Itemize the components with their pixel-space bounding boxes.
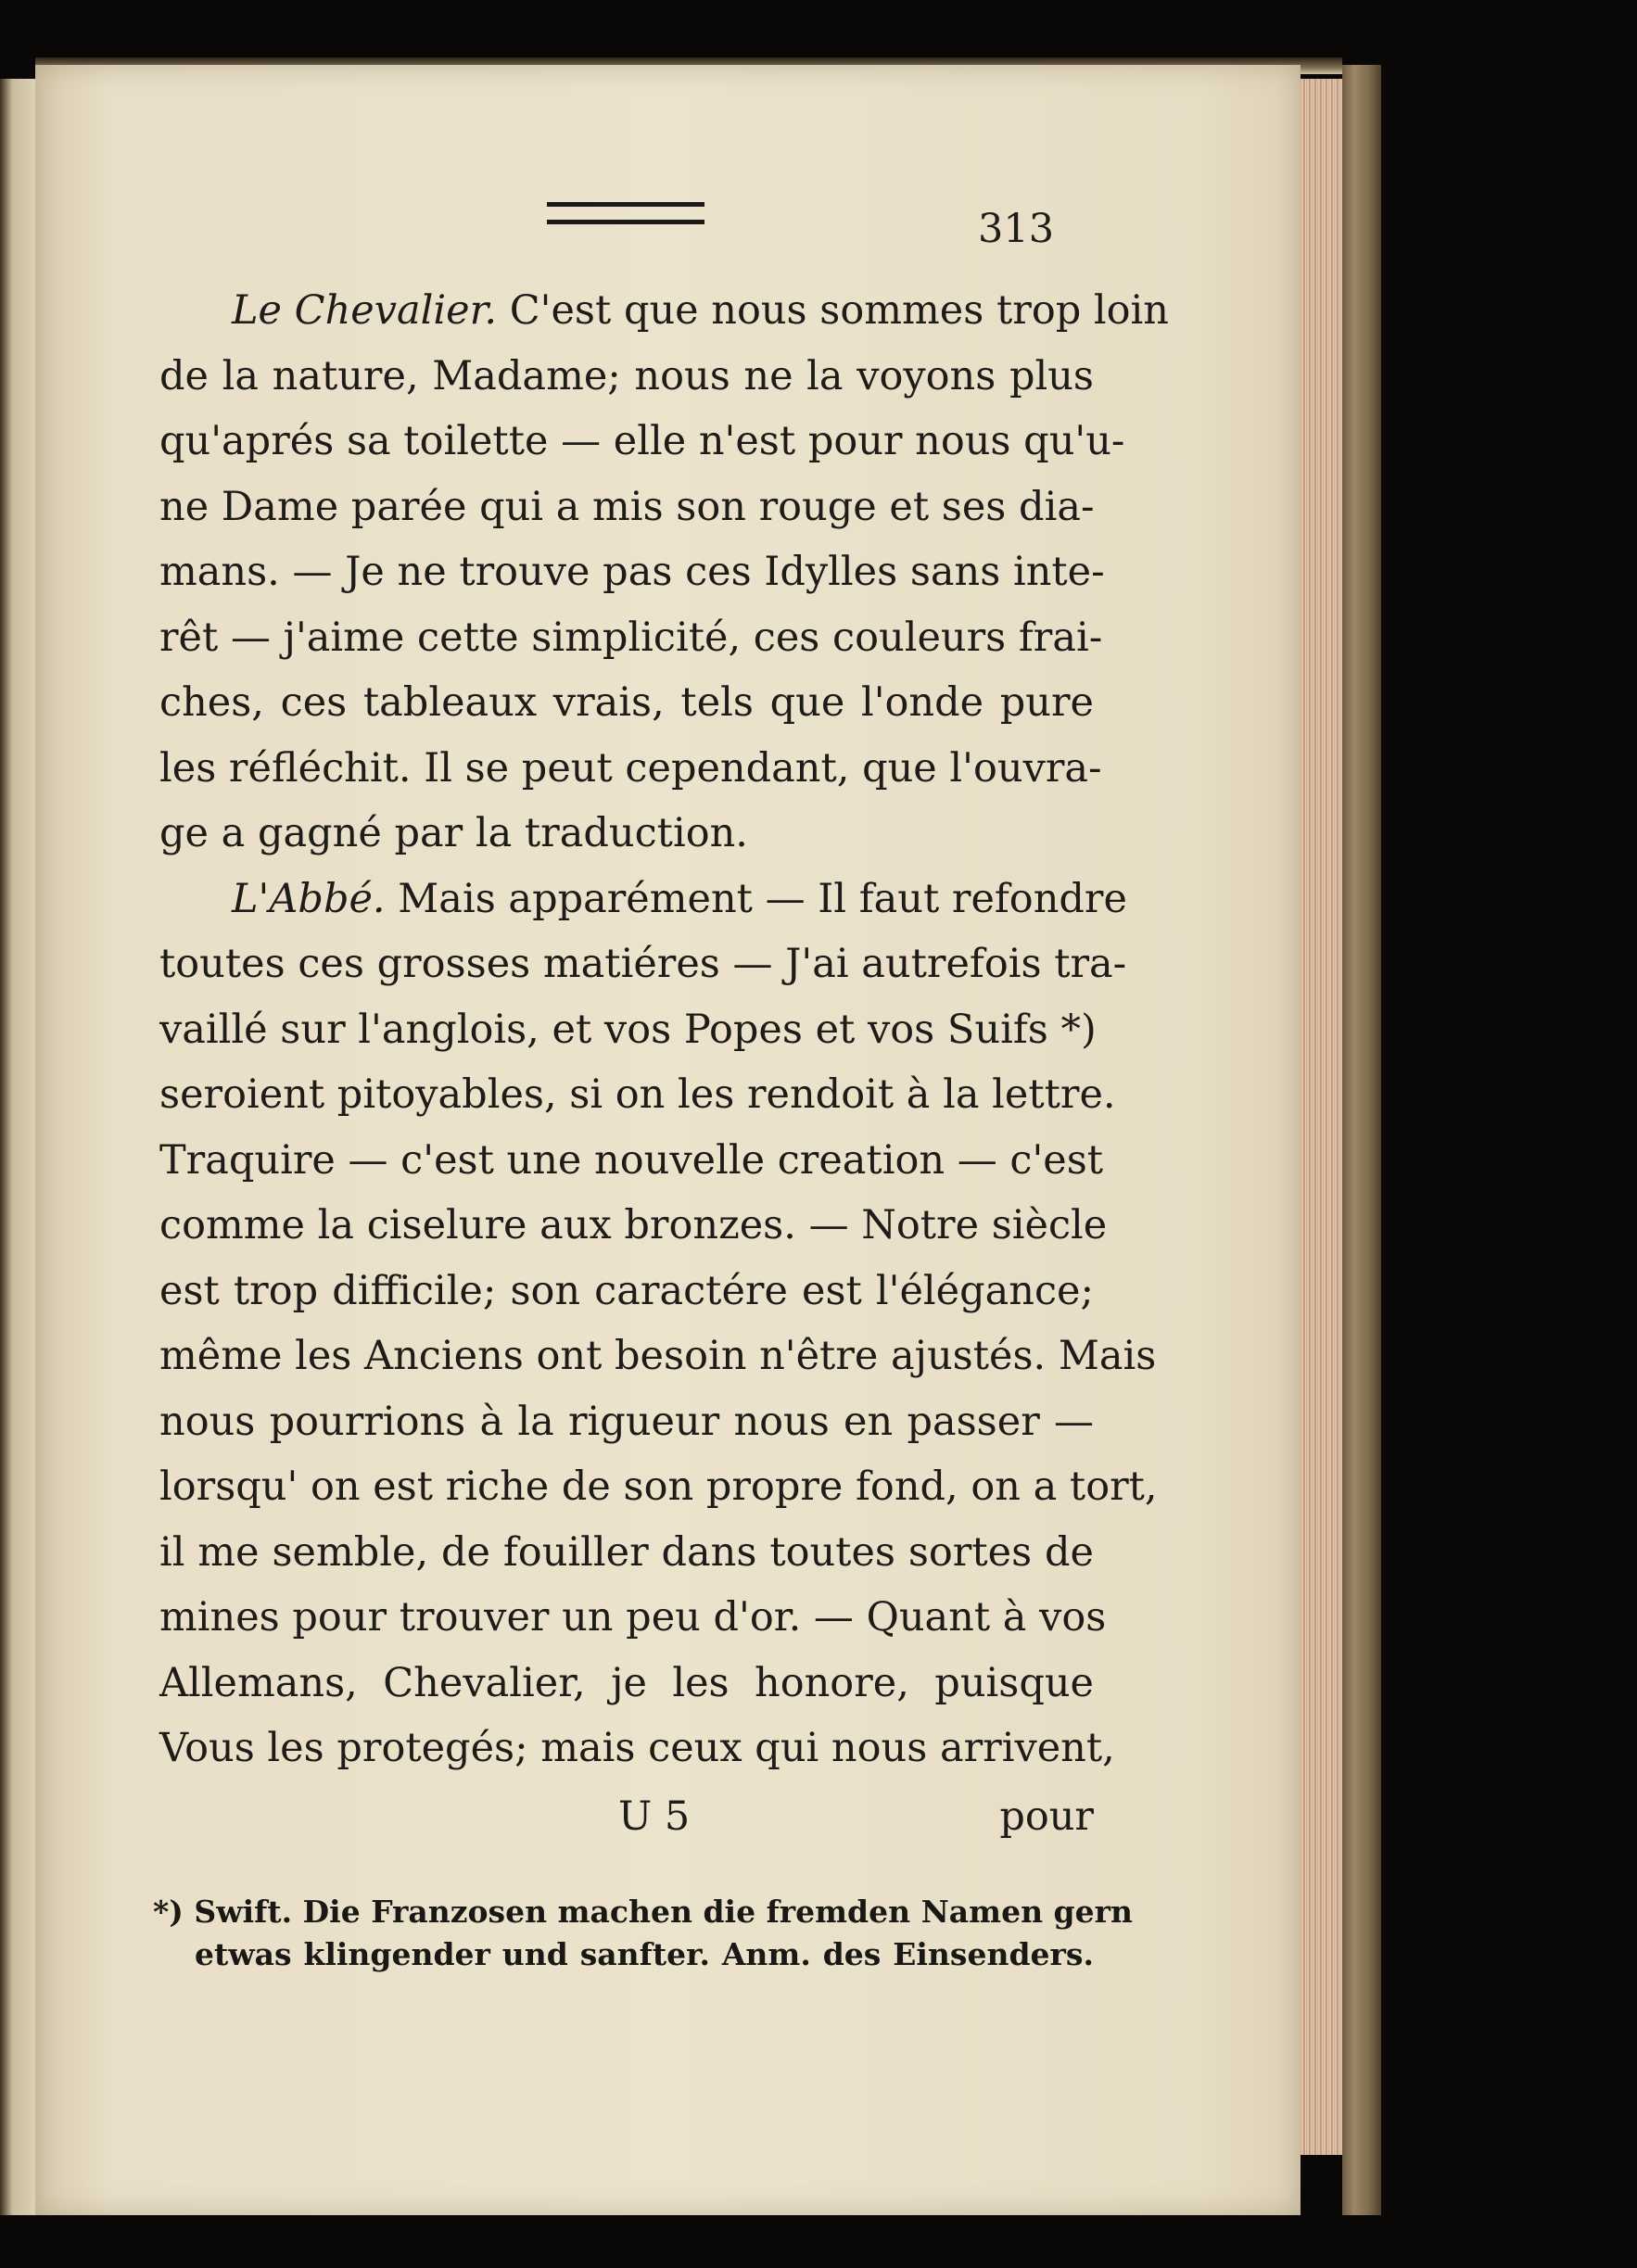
page-footer-line (159, 1793, 1094, 1849)
text-line: ne Dame parée qui a mis son rouge et ses dia- (159, 483, 1095, 530)
book-cover-edge (1342, 65, 1381, 2215)
header-double-rule (547, 202, 704, 224)
text-line: mans. — Je ne trouve pas ces Idylles sans inte- (159, 549, 1105, 595)
text-line: même les Anciens ont besoin n'être ajustés. Mais (159, 1333, 1157, 1379)
page-number: 313 (978, 206, 1055, 252)
text-line: est trop difficile; son caractére est l'élégance; (159, 1267, 1094, 1314)
text-line: mines pour trouver un peu d'or. — Quant à vos (159, 1594, 1107, 1641)
text-line: qu'aprés sa toilette — elle n'est pour nous qu'u- (159, 418, 1125, 464)
text-line: Le Chevalier. C'est que nous sommes trop loin (232, 287, 1169, 334)
text-line: comme la ciselure aux bronzes. — Notre siècle (159, 1202, 1108, 1248)
text-line: vaillé sur l'anglois, et vos Popes et vos Suifs *) (159, 1006, 1097, 1053)
text-line: seroient pitoyables, si on les rendoit à la lettre. (159, 1071, 1116, 1118)
text-line: il me semble, de fouiller dans toutes sortes de (159, 1528, 1094, 1576)
speaker-name: L'Abbé. (232, 875, 386, 922)
page-stack-edge (1301, 79, 1342, 2155)
text-line: toutes ces grosses matiéres — J'ai autrefois tra- (159, 941, 1127, 987)
signature-mark: U 5 (618, 1793, 691, 1840)
text-line: les réfléchit. Il se peut cependant, que l'ouvra- (159, 744, 1102, 792)
speaker-name: Le Chevalier. (232, 287, 498, 334)
text-line: Traquire — c'est une nouvelle creation — c'est (159, 1136, 1104, 1184)
text-line: L'Abbé. Mais apparément — Il faut refondre (232, 875, 1127, 922)
footnote (153, 1891, 1133, 1976)
left-page-edge (0, 79, 37, 2215)
text-line: rêt — j'aime cette simplicité, ces couleurs frai- (159, 614, 1103, 661)
footnote-line: etwas klingender und sanfter. Anm. des Einsenders. (195, 1936, 1094, 1972)
text-line: ches, ces tableaux vrais, tels que l'onde pure (159, 679, 1094, 726)
footnote-line: *) Swift. Die Franzosen machen die fremden Namen gern (153, 1894, 1133, 1930)
text-line: ge a gagné par la traduction. (159, 810, 748, 856)
text-line: lorsqu' on est riche de son propre fond, on a tort, (159, 1463, 1158, 1510)
text-line: Allemans, Chevalier, je les honore, puisque (159, 1659, 1094, 1706)
text-line: Vous les protegés; mais ceux qui nous arrivent, (159, 1725, 1115, 1771)
catchword: pour (999, 1793, 1094, 1840)
text-line: nous pourrions à la rigueur nous en passer — (159, 1398, 1094, 1445)
body-text (159, 278, 1169, 1781)
text-line: de la nature, Madame; nous ne la voyons plus (159, 352, 1094, 399)
